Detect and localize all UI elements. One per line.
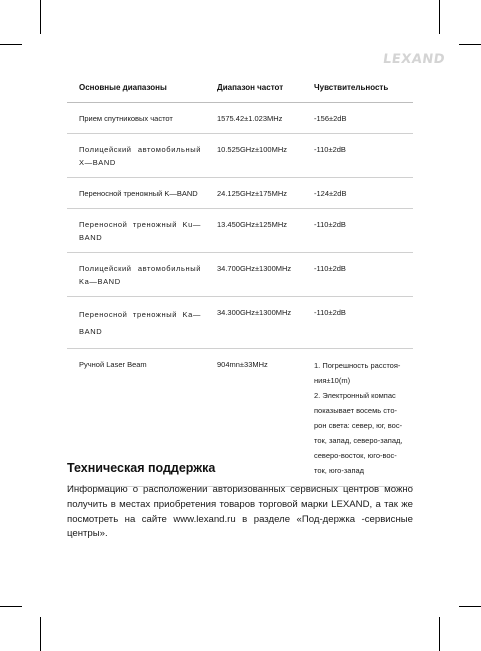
frequency-cell: 34.700GHz±1300MHz [205, 253, 302, 297]
note-line: северо-восток, юго-вос- [314, 451, 397, 460]
lexand-logo: LEXAND [381, 52, 446, 67]
band-cell: Ручной Laser Beam [67, 349, 205, 487]
crop-mark-top-left-h [0, 44, 22, 45]
band-cell: Полицейский автомобильный Ka—BAND [67, 253, 205, 297]
table-row [67, 297, 413, 349]
note-line: показывает восемь сто- [314, 406, 398, 415]
support-section [67, 461, 413, 542]
table-row [67, 209, 413, 253]
support-text: Информацию о расположении авторизованных сервисных центров можно получить в местах приобретения товаров торговой марки LEXAND, а так же посмотреть на сайте www.lexand.ru в разделе «Под-держка -сервисные центры». [67, 484, 413, 540]
sensitivity-cell: -110±2dB [302, 297, 413, 349]
column-header-band: Основные диапазоны [67, 72, 205, 103]
crop-mark-top-right-h [459, 44, 481, 45]
crop-mark-top-right [439, 0, 440, 34]
table-row [67, 134, 413, 178]
frequency-cell: 1575.42±1.023MHz [205, 103, 302, 134]
column-header-frequency: Диапазон частот [205, 72, 302, 103]
crop-mark-bottom-left-h [0, 606, 22, 607]
sensitivity-cell: -110±2dB [302, 253, 413, 297]
spec-table [67, 72, 413, 487]
band-cell: Прием спутниковых частот [67, 103, 205, 134]
band-cell: Переносной треножный K—BAND [67, 178, 205, 209]
frequency-cell: 13.450GHz±125MHz [205, 209, 302, 253]
crop-mark-top-left [40, 0, 41, 34]
band-cell: Полицейский автомобильный X—BAND [67, 134, 205, 178]
frequency-cell: 10.525GHz±100MHz [205, 134, 302, 178]
sensitivity-cell: -156±2dB [302, 103, 413, 134]
table-row [67, 103, 413, 134]
frequency-cell: 24.125GHz±175MHz [205, 178, 302, 209]
column-header-sensitivity: Чувствительность [302, 72, 413, 103]
crop-mark-bottom-right-h [459, 606, 481, 607]
note-line: рон света: север, юг, вос- [314, 421, 403, 430]
sensitivity-cell: -124±2dB [302, 178, 413, 209]
frequency-cell: 34.300GHz±1300MHz [205, 297, 302, 349]
frequency-cell: 904mn±33MHz [205, 349, 302, 487]
table-row [67, 178, 413, 209]
table-row [67, 253, 413, 297]
sensitivity-cell: -110±2dB [302, 209, 413, 253]
note-line: 2. Электронный компас [314, 391, 396, 400]
note-line: ния±10(m) [314, 376, 351, 385]
crop-mark-bottom-right [439, 617, 440, 651]
support-title: Техническая поддержка [67, 461, 216, 475]
note-line: 1. Погрешность расстоя- [314, 361, 401, 370]
band-cell: Переносной треножный Ku— BAND [67, 209, 205, 253]
note-line: ток, запад, северо-запад, [314, 436, 403, 445]
crop-mark-bottom-left [40, 617, 41, 651]
sensitivity-cell: -110±2dB [302, 134, 413, 178]
band-cell: Переносной треножный Ka— BAND [67, 297, 205, 349]
note-line: ток, юго-запад [314, 466, 365, 475]
table-header-row [67, 72, 413, 103]
